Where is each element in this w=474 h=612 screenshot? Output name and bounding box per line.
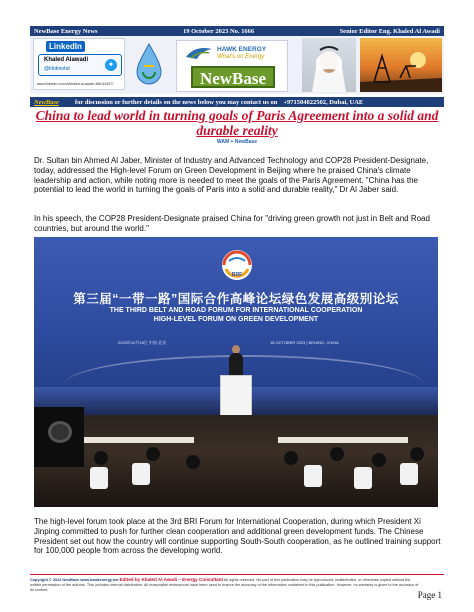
bri-forum-logo-icon (221, 249, 253, 281)
oil-rig-sunset-image (360, 38, 442, 92)
article-headline[interactable]: China to lead world in turning goals of Paris Agreement into a solid and durable reality (35, 108, 439, 138)
audience-chair (132, 463, 150, 485)
bri-logo-text: BRF (231, 272, 243, 278)
article-paragraph-1: Dr. Sultan bin Ahmed Al Jaber, Minister of Industry and Advanced Technology and COP28 President-Designate, today, addressed the High-level Forum on Green Development in Beijing where he praised China's climate leadership and action, while noting more is needed to meet the goals of the Paris Agreement. "China has the potential to lead the world in turning the goals of Paris into a solid and durable reality," Dr Al Jaber said. (34, 156, 429, 195)
editor-portrait-image (302, 38, 356, 92)
footer-divider (30, 574, 444, 575)
front-table-right (278, 437, 408, 443)
speaker-figure (229, 353, 243, 377)
senior-editor: Senior Editor Eng. Khaled Al Awadi (339, 27, 440, 35)
hawk-tagline: What's on Energy (217, 54, 265, 60)
forum-photo (34, 237, 438, 507)
audience-head (284, 451, 298, 465)
footer-legal (30, 577, 420, 593)
audience-chair (90, 467, 108, 489)
banner-date-english: 18 OCTOBER 2023 | BEIJING, CHINA (270, 340, 339, 345)
linkedin-badge (38, 54, 122, 76)
issue-date: 19 October 2023 No. 1666 (182, 27, 255, 35)
linkedin-logo: LinkedIn (46, 41, 85, 52)
banner-english-title (34, 307, 438, 324)
footer-rights: All rights reserved. No part of this publication may be reproduced, redistributed, or otherwise copied without the written permission of the authors. This includes internal distribution. All reasonable endeavours have been used to ensure the accuracy of the information contained in this publication. However, no warranty is given to the accuracy of its content. (30, 578, 419, 592)
audience-chair (304, 465, 322, 487)
page-number: Page 1 (417, 590, 442, 600)
audience-chair (400, 463, 418, 485)
linkedin-handle: @khdmohd (44, 66, 70, 72)
publication-name: NewBase Energy News (34, 27, 98, 35)
banner-english-title-line-1: THE THIRD BELT AND ROAD FORUM FOR INTERNATIONAL COOPERATION (109, 307, 363, 314)
audience-head (372, 453, 386, 467)
banner-chinese-title: 第三届“一带一路”国际合作高峰论坛绿色发展高级别论坛 (73, 292, 399, 306)
twitter-bird-icon: ✦ (105, 59, 117, 71)
energy-drop-icon (135, 42, 163, 86)
contact-message: for discussion or further details on the news below you may contact us on (74, 98, 278, 106)
hawk-energy-logo-box (176, 40, 288, 92)
article-source: WAM + NewBase (216, 139, 258, 145)
front-table-left (74, 437, 194, 443)
contact-bar (30, 97, 444, 107)
hawk-energy-title: HAWK ENERGY (217, 46, 267, 53)
article-paragraph-3: The high-level forum took place at the 3rd BRI Forum for International Cooperation, during which President Xi Jinping committed to push for further clean cooperation and additional green development funds. The Chinese President set out how the country will continue supporting South-South cooperation, as he outlined training support for 100,000 people from across the developing world. (34, 517, 441, 556)
linkedin-url[interactable]: www.linkedin.com/in/khaled-al-awadi-38b11b517/ (37, 82, 114, 86)
header-banner (30, 36, 444, 94)
article-paragraph-2: In his speech, the COP28 President-Designate praised China for "driving green growth not just in Belt and Road countries, but around the world." (34, 214, 430, 233)
hawk-wing-icon (185, 45, 213, 61)
contact-phone[interactable]: +971504822502, Dubai, UAE (283, 98, 364, 106)
podium (220, 375, 252, 419)
audience-head (330, 447, 344, 461)
audience-head (410, 447, 424, 461)
contact-brand: NewBase (34, 98, 59, 106)
audience-chair (354, 467, 372, 489)
footer-edited-by: Edited by Khaled Al Awadi – Energy Consultant (119, 577, 223, 582)
banner-english-title-line-2: HIGH-LEVEL FORUM ON GREEN DEVELOPMENT (153, 315, 319, 323)
newbase-logo: NewBase (191, 66, 275, 88)
camera-lens (48, 421, 72, 443)
footer-copyright[interactable]: Copyright © 2023 NewBase www.hawkenergy.net (30, 578, 119, 582)
audience-head (146, 447, 160, 461)
audience-head (186, 455, 200, 469)
editor-portrait (302, 38, 356, 92)
banner-date-chinese: 2023年10月18日 中国·北京 (118, 340, 167, 345)
linkedin-card[interactable] (33, 38, 125, 90)
masthead-bar (30, 26, 444, 36)
linkedin-name: Khaled Alawadi (44, 57, 89, 63)
audience-head (94, 451, 108, 465)
